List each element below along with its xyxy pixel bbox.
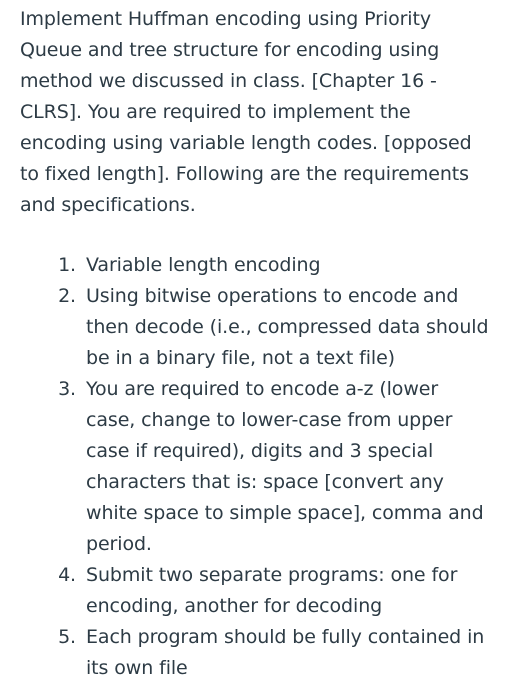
- requirements-list: [20, 250, 490, 684]
- list-item-text: Variable length encoding: [86, 254, 321, 276]
- list-item-text: You are required to encode a-z (lower case, change to lower-case from upper case if required), digits and 3 special characters that is: space [convert any white space to simple space], comma and period.: [86, 378, 484, 555]
- list-item: [20, 622, 490, 684]
- list-item: [20, 281, 490, 374]
- list-item-text: Submit two separate programs: one for encoding, another for decoding: [86, 564, 458, 617]
- intro-paragraph: Implement Huffman encoding using Priority Queue and tree structure for encoding using method we discussed in class. [Chapter 16 - CLRS]. You are required to implement the encoding using variable length codes. [opposed to fixed length]. Following are the requirements and specifications.: [20, 8, 472, 216]
- list-item-text: Each program should be fully contained in its own file: [86, 626, 485, 679]
- list-item: [20, 250, 490, 281]
- list-item: [20, 560, 490, 622]
- list-item-number: 2.: [58, 285, 76, 307]
- list-item-number: 5.: [58, 626, 76, 648]
- list-item-number: 3.: [58, 378, 76, 400]
- list-item-number: 4.: [58, 564, 76, 586]
- list-item-text: Using bitwise operations to encode and then decode (i.e., compressed data should be in a binary file, not a text file): [86, 285, 489, 369]
- list-item: [20, 374, 490, 560]
- list-item-number: 1.: [58, 254, 76, 276]
